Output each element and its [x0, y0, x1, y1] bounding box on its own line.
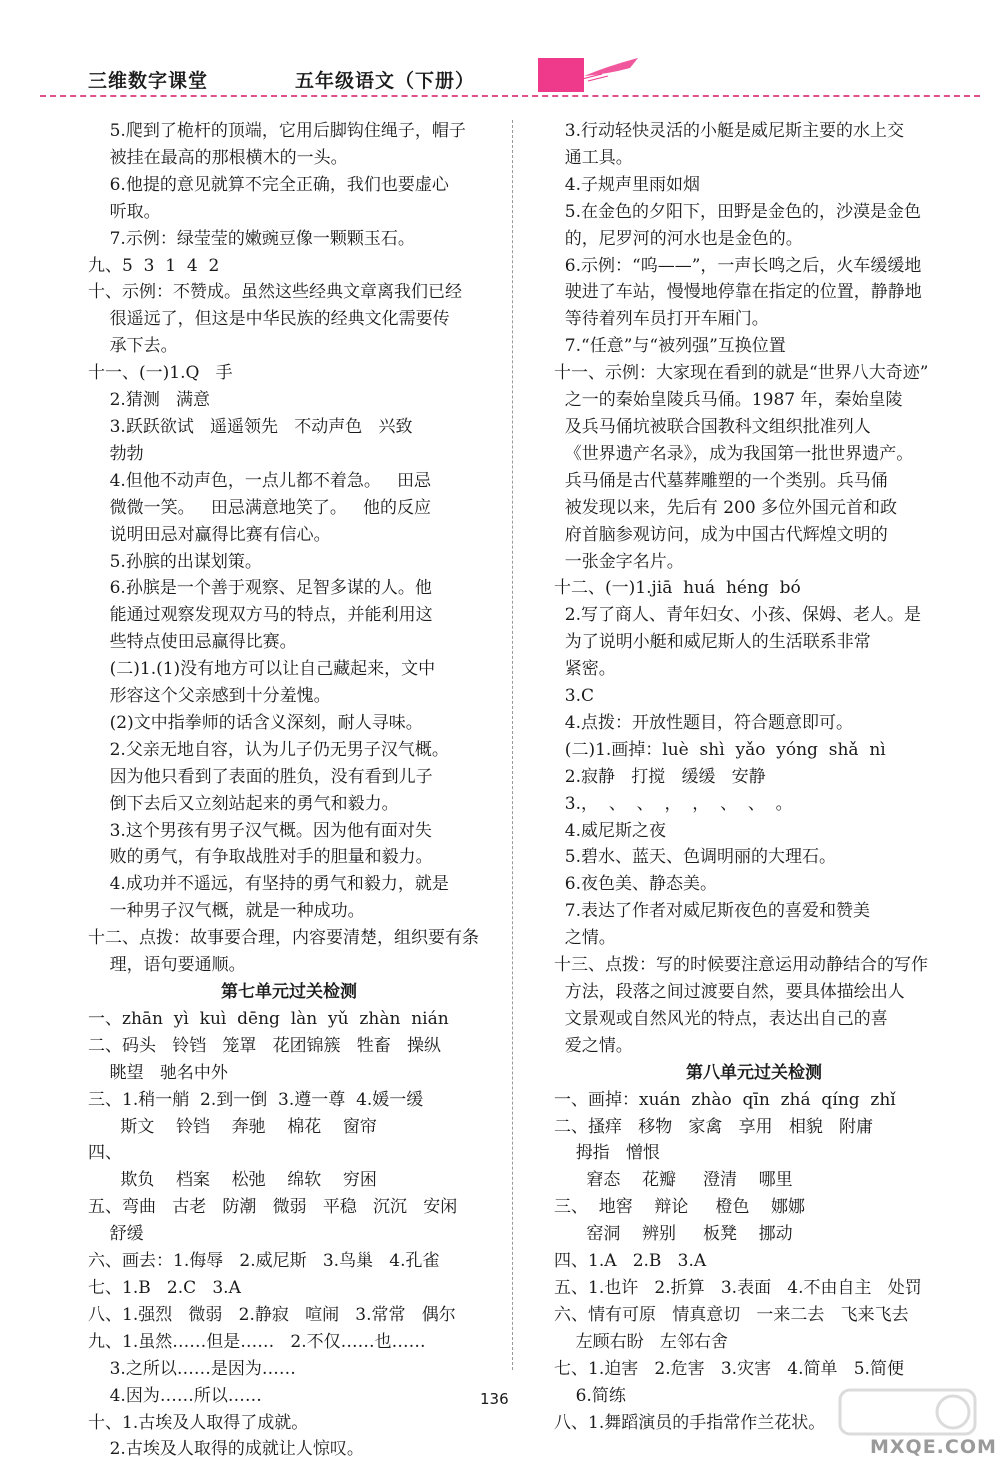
answer-line: 驶进了车站，慢慢地停靠在指定的位置，静静地 — [554, 282, 922, 303]
answer-line: 被发现以来，先后有 200 多位外国元首和政 — [554, 497, 898, 518]
answer-line: 4.威尼斯之夜 — [554, 820, 667, 841]
answer-line: 十、1.古埃及人取得了成就。 — [88, 1412, 309, 1433]
answer-line: 十三、点拨：写的时候要注意运用动静结合的写作 — [554, 955, 928, 976]
answer-line: 十二、(一)1.jiā huá héng bó — [554, 578, 801, 599]
answer-line: 七、1.B 2.C 3.A — [88, 1277, 241, 1298]
answer-line: 7.“任意”与“被列强”互换位置 — [554, 336, 786, 357]
answer-line: 一、画掉：xuán zhào qīn zhá qíng zhǐ — [554, 1089, 896, 1110]
answer-line: 听取。 — [88, 201, 161, 222]
answer-line: 6.孙膑是一个善于观察、足智多谋的人。他 — [88, 578, 432, 599]
answer-line: 理，语句要通顺。 — [88, 955, 246, 976]
answer-line: 九、1.虽然……但是…… 2.不仅……也…… — [88, 1331, 426, 1352]
answer-line: 为了说明小艇和威尼斯人的生活联系非常 — [554, 632, 871, 653]
answer-line: 十、示例：不赞成。虽然这些经典文章离我们已经 — [88, 282, 462, 303]
answer-line: 说明田忌对赢得比赛有信心。 — [88, 524, 331, 545]
answer-line: 六、情有可原 情真意切 一来二去 飞来飞去 — [554, 1304, 909, 1325]
answer-line: 因为他只看到了表面的胜负，没有看到儿子 — [88, 766, 433, 787]
answer-line: 三、1.稍一艄 2.到一倒 3.遵一尊 4.媛一缓 — [88, 1089, 424, 1110]
answer-line: 2.古埃及人取得的成就让人惊叹。 — [88, 1439, 364, 1460]
answer-line: 四、 — [88, 1143, 122, 1164]
answer-line: 二、码头 铃铛 笼罩 花团锦簇 牲畜 操纵 — [88, 1035, 442, 1056]
answer-line: 5.在金色的夕阳下，田野是金色的，沙漠是金色 — [554, 201, 922, 222]
book-title: 五年级语文（下册） — [295, 70, 476, 92]
answer-line: 2.寂静 打搅 缓缓 安静 — [554, 766, 766, 787]
answer-line: 6.他提的意见就算不完全正确，我们也要虚心 — [88, 174, 449, 195]
header-dashed-rule — [40, 95, 980, 97]
page-number: 136 — [480, 1390, 509, 1408]
answer-line: 形容这个父亲感到十分羞愧。 — [88, 686, 331, 707]
answer-line: 6.示例：“呜——”，一声长鸣之后，火车缓缓地 — [554, 255, 922, 276]
answer-line: 八、1.强烈 微弱 2.静寂 喧闹 3.常常 偶尔 — [88, 1304, 456, 1325]
answer-line: 3.之所以……是因为…… — [88, 1358, 296, 1379]
answer-line: 2.猜测 满意 — [88, 390, 211, 411]
answer-line: 败的勇气，有争取战胜对手的胆量和毅力。 — [88, 847, 433, 868]
answer-line: 欺负 档案 松弛 绵软 穷困 — [88, 1170, 377, 1191]
answer-line: 6.简练 — [554, 1385, 626, 1406]
answer-line: 3.， 、 、 ， ， 、 、 。 — [554, 793, 793, 814]
answer-line: 被挂在最高的那根横木的一头。 — [88, 147, 348, 168]
answer-line: 十一、示例：大家现在看到的就是“世界八大奇迹” — [554, 363, 929, 384]
answer-line: 三、 地窖 辩论 橙色 娜娜 — [554, 1197, 806, 1218]
answer-line: 很遥远了，但这是中华民族的经典文化需要传 — [88, 309, 450, 330]
answer-line: 紧密。 — [554, 659, 616, 680]
answer-line: 等待着列车员打开车厢门。 — [554, 309, 769, 330]
page-header — [0, 0, 1000, 100]
answer-line: 4.子规声里雨如烟 — [554, 174, 701, 195]
answer-line: 之一的秦始皇陵兵马俑。1987 年，秦始皇陵 — [554, 390, 903, 411]
answer-line: 能通过观察发现双方马的特点，并能利用这 — [88, 605, 433, 626]
answer-line: 四、1.A 2.B 3.A — [554, 1251, 707, 1272]
answer-line: 左顾右盼 左邻右舍 — [554, 1331, 728, 1352]
answer-line: 六、画去：1.侮辱 2.威尼斯 3.鸟巢 4.孔雀 — [88, 1251, 440, 1272]
answer-line: 4.因为……所以…… — [88, 1385, 262, 1406]
answer-line: 微微一笑。 田忌满意地笑了。 他的反应 — [88, 497, 432, 518]
answer-line: 的，尼罗河的河水也是金色的。 — [554, 228, 803, 249]
rocket-icon — [578, 52, 648, 82]
answer-line: 些特点使田忌赢得比赛。 — [88, 632, 297, 653]
answer-line: 八、1.舞蹈演员的手指常作兰花状。 — [554, 1412, 826, 1433]
answer-line: 兵马俑是古代墓葬雕塑的一个类别。兵马俑 — [554, 470, 888, 491]
section-heading: 第八单元过关检测 — [686, 1062, 822, 1083]
answer-line: 3.这个男孩有男子汉气概。因为他有面对失 — [88, 820, 432, 841]
watermark-text: MXQE.COM — [870, 1436, 997, 1458]
answer-line: 一、zhān yì kuì dēng làn yǔ zhàn nián — [88, 1008, 449, 1029]
answer-line: 眺望 驰名中外 — [88, 1062, 228, 1083]
column-divider — [512, 120, 513, 1370]
series-title: 三维数字课堂 — [88, 70, 209, 92]
answer-line: 窑洞 辨别 板凳 挪动 — [554, 1224, 793, 1245]
answer-line: 7.示例：绿莹莹的嫩豌豆像一颗颗玉石。 — [88, 228, 415, 249]
answer-line: (2)文中指拳师的话含义深刻，耐人寻味。 — [88, 712, 423, 733]
answer-line: 爱之情。 — [554, 1035, 633, 1056]
section-heading: 第七单元过关检测 — [221, 982, 357, 1002]
answer-line: 一张金字名片。 — [554, 551, 684, 572]
answer-line: 府首脑参观访问，成为中国古代辉煌文明的 — [554, 524, 888, 545]
answer-line: 窘态 花瓣 澄清 哪里 — [554, 1170, 793, 1191]
answer-column-right — [554, 118, 954, 1436]
answer-line: 斯文 铃铛 奔驰 棉花 窗帘 — [88, 1116, 377, 1137]
answer-line: 及兵马俑坑被联合国教科文组织批准列人 — [554, 416, 871, 437]
answer-column-left — [88, 118, 490, 1463]
answer-line: 4.成功并不遥远，有坚持的勇气和毅力，就是 — [88, 874, 449, 895]
answer-line: 5.碧水、蓝天、色调明丽的大理石。 — [554, 847, 837, 868]
answer-line: 九、5 3 1 4 2 — [88, 255, 220, 276]
answer-line: 4.但他不动声色，一点儿都不着急。 田忌 — [88, 470, 432, 491]
answer-line: 7.表达了作者对威尼斯夜色的喜爱和赞美 — [554, 901, 871, 922]
answer-line: 3.跃跃欲试 遥遥领先 不动声色 兴致 — [88, 416, 413, 437]
answer-line: 5.爬到了桅杆的顶端，它用后脚钩住绳子，帽子 — [88, 121, 466, 141]
answer-line: 之情。 — [554, 928, 616, 949]
answer-line: 方法，段落之间过渡要自然，要具体描绘出人 — [554, 982, 905, 1002]
answer-line: 2.父亲无地自容，认为儿子仍无男子汉气概。 — [88, 739, 449, 760]
answer-line: 承下去。 — [88, 336, 178, 357]
answer-line: 4.点拨：开放性题目，符合题意即可。 — [554, 712, 854, 733]
answer-line: 七、1.迫害 2.危害 3.灾害 4.简单 5.简便 — [554, 1358, 904, 1379]
answer-line: 五、1.也许 2.折算 3.表面 4.不由自主 处罚 — [554, 1277, 922, 1298]
answer-line: 十二、点拨：故事要合理，内容要清楚，组织要有条 — [88, 928, 479, 949]
answer-line: 6.夜色美、静态美。 — [554, 874, 718, 895]
answer-line: (二)1.画掉：luè shì yǎo yóng shǎ nì — [554, 739, 886, 760]
answer-line: 文景观或自然风光的特点，表达出自己的喜 — [554, 1008, 888, 1029]
answer-line: 一种男子汉气概，就是一种成功。 — [88, 901, 365, 922]
answer-line: 拇指 憎恨 — [554, 1143, 660, 1164]
answer-line: 3.行动轻快灵活的小艇是威尼斯主要的水上交 — [554, 121, 905, 141]
answer-line: 通工具。 — [554, 147, 633, 168]
answer-line: (二)1.(1)没有地方可以让自己藏起来，文中 — [88, 659, 436, 680]
answer-line: 十一、(一)1.Q 手 — [88, 363, 233, 384]
answer-line: 二、搔痒 移物 家禽 享用 相貌 附庸 — [554, 1116, 874, 1137]
answer-line: 五、弯曲 古老 防潮 微弱 平稳 沉沉 安闲 — [88, 1197, 458, 1218]
answer-line: 舒缓 — [88, 1224, 144, 1245]
answer-line: 5.孙膑的出谋划策。 — [88, 551, 262, 572]
answer-line: 勃勃 — [88, 443, 144, 464]
answer-line: 3.C — [554, 686, 595, 707]
answer-line: 倒下去后又立刻站起来的勇气和毅力。 — [88, 793, 399, 814]
answer-line: 2.写了商人、青年妇女、小孩、保姆、老人。是 — [554, 605, 922, 626]
answer-line: 《世界遗产名录》，成为我国第一批世界遗产。 — [554, 443, 914, 464]
